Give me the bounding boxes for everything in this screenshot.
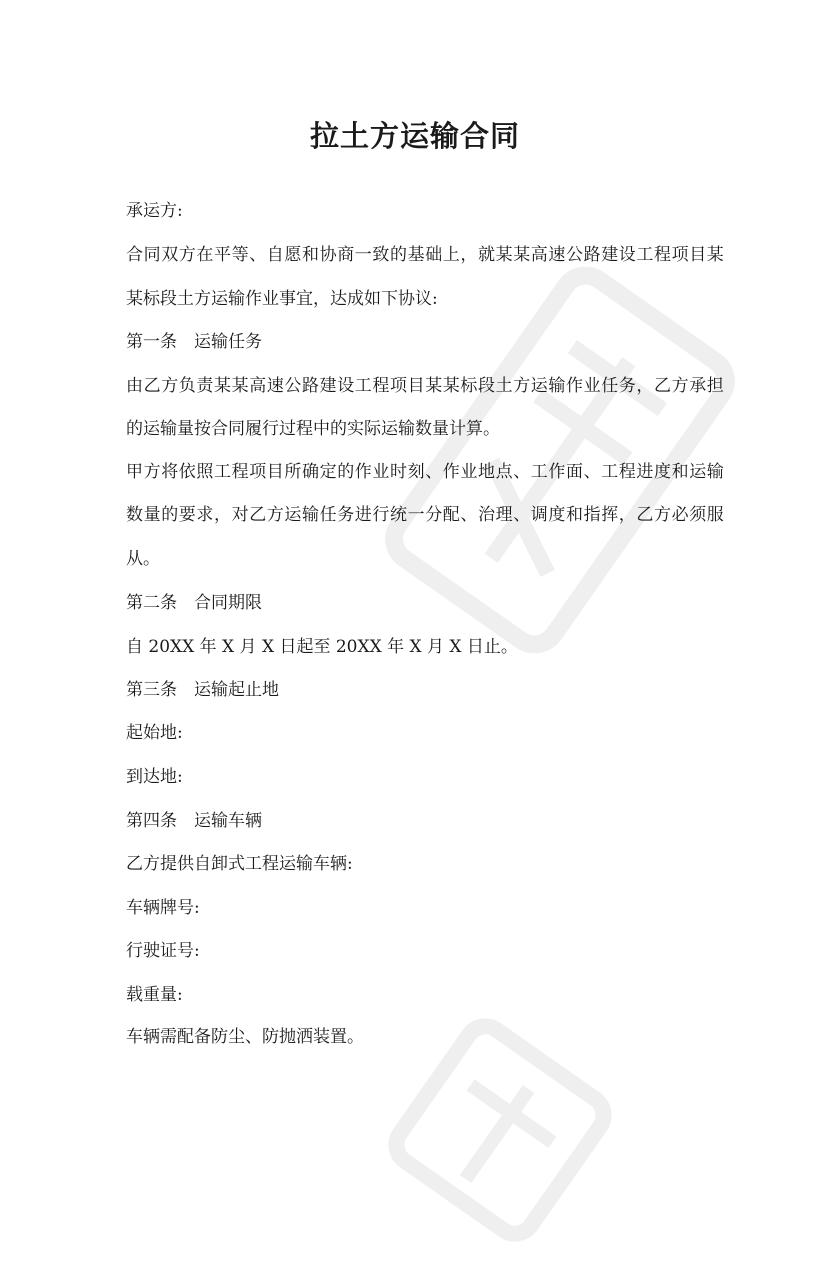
text-line: 到达地: bbox=[126, 767, 183, 787]
text-line: 的运输量按合同履行过程中的实际运输数量计算。 bbox=[126, 419, 500, 439]
text-line: 由乙方负责某某高速公路建设工程项目某某标段土方运输作业任务，乙方承担 bbox=[126, 376, 725, 396]
text-line: 从。 bbox=[126, 549, 160, 569]
text-line: 自 20XX 年 X 月 X 日起至 20XX 年 X 月 X 日止。 bbox=[126, 637, 518, 657]
text-line: 承运方: bbox=[126, 201, 183, 221]
text-line: 甲方将依照工程项目所确定的作业时刻、作业地点、工作面、工程进度和运输 bbox=[126, 462, 725, 482]
text-line: 载重量: bbox=[126, 985, 183, 1005]
section-heading: 第四条 运输车辆 bbox=[126, 811, 262, 831]
text-line: 某标段土方运输作业事宜，达成如下协议: bbox=[126, 289, 438, 309]
text-line: 乙方提供自卸式工程运输车辆: bbox=[126, 854, 353, 874]
section-heading: 第一条 运输任务 bbox=[126, 332, 262, 352]
text-line: 车辆需配备防尘、防抛洒装置。 bbox=[126, 1027, 364, 1047]
document-title: 拉土方运输合同 bbox=[309, 119, 520, 153]
text-line: 起始地: bbox=[126, 723, 183, 743]
text-line: 数量的要求，对乙方运输任务进行统一分配、治理、调度和指挥，乙方必须服 bbox=[126, 505, 725, 525]
text-line: 合同双方在平等、自愿和协商一致的基础上，就某某高速公路建设工程项目某 bbox=[126, 245, 725, 265]
watermark-bottom bbox=[366, 999, 633, 1261]
section-heading: 第三条 运输起止地 bbox=[126, 680, 279, 700]
section-heading: 第二条 合同期限 bbox=[126, 593, 262, 613]
text-line: 车辆牌号: bbox=[126, 898, 200, 918]
text-line: 行驶证号: bbox=[126, 941, 200, 961]
